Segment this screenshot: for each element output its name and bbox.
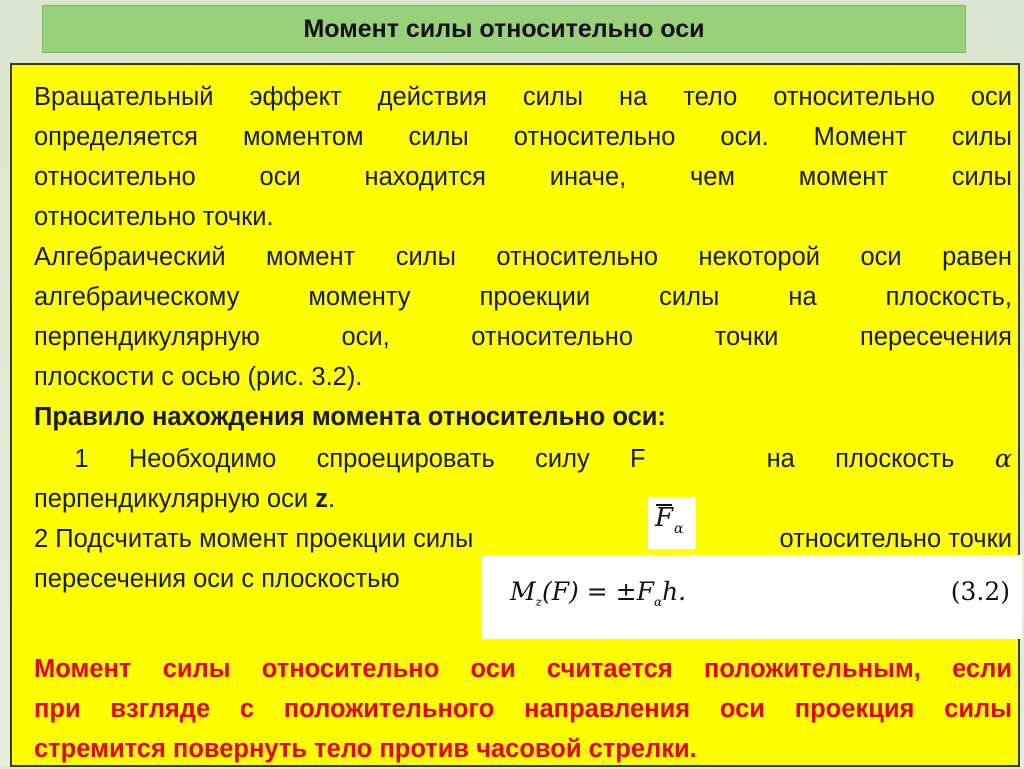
step-1-text: 1 Необходимо спроецировать силу F на плоскость: [34, 445, 995, 473]
step-2-text-2: пересечения оси с плоскостью: [34, 565, 400, 593]
axis-z-label: z: [315, 485, 328, 513]
formula-3-2: [482, 555, 1022, 639]
step-1-text-2: перпендикулярную оси: [34, 485, 316, 513]
red-note-line: Момент силы относительно оси считается положительным, если: [34, 655, 1012, 683]
red-note-line: стремится повернуть тело против часовой стрелки.: [34, 735, 697, 763]
text-line: алгебраическому моменту проекции силы на плоскость,: [34, 283, 1012, 311]
formula-lhs: M: [510, 577, 536, 606]
force-projection-symbol: [648, 497, 696, 549]
formula-lhs-sub: z: [535, 595, 542, 609]
text-line: плоскости с осью (рис. 3.2).: [34, 363, 363, 391]
content-panel: [10, 63, 1020, 767]
text-line: относительно точки.: [34, 203, 274, 231]
force-letter: F: [655, 503, 674, 533]
formula-rhs-sub: α: [653, 595, 663, 609]
text-line: Алгебраический момент силы относительно некоторой оси равен: [34, 243, 1012, 271]
text-line: Вращательный эффект действия силы на тело относительно оси: [34, 83, 1012, 111]
formula-tail: h.: [662, 577, 687, 606]
slide-title-bar: [42, 5, 966, 53]
rule-heading: Правило нахождения момента относительно оси:: [34, 403, 666, 431]
formula-expression: [510, 577, 686, 609]
slide-title: Момент силы относительно оси: [303, 14, 705, 43]
alpha-symbol: α: [994, 444, 1012, 474]
formula-rhs: F: [636, 577, 654, 606]
text-line: перпендикулярную оси, относительно точки пересечения: [34, 323, 1012, 351]
step-2-text-right: относительно точки: [779, 525, 1012, 553]
period: .: [327, 485, 336, 513]
red-note-line: при взгляде с положительного направления оси проекция силы: [34, 695, 1012, 723]
step-2-text: 2 Подсчитать момент проекции силы: [34, 525, 474, 553]
step-1-line-2: [34, 479, 1012, 519]
text-line: относительно оси находится иначе, чем момент силы: [34, 163, 1012, 191]
formula-arg: (F): [541, 577, 579, 606]
force-subscript: α: [674, 521, 684, 537]
step-1-line: [34, 439, 1012, 479]
text-line: определяется моментом силы относительно оси. Момент силы: [34, 123, 1012, 151]
formula-eq: = ±: [578, 577, 637, 606]
formula-number: (3.2): [950, 577, 1010, 606]
